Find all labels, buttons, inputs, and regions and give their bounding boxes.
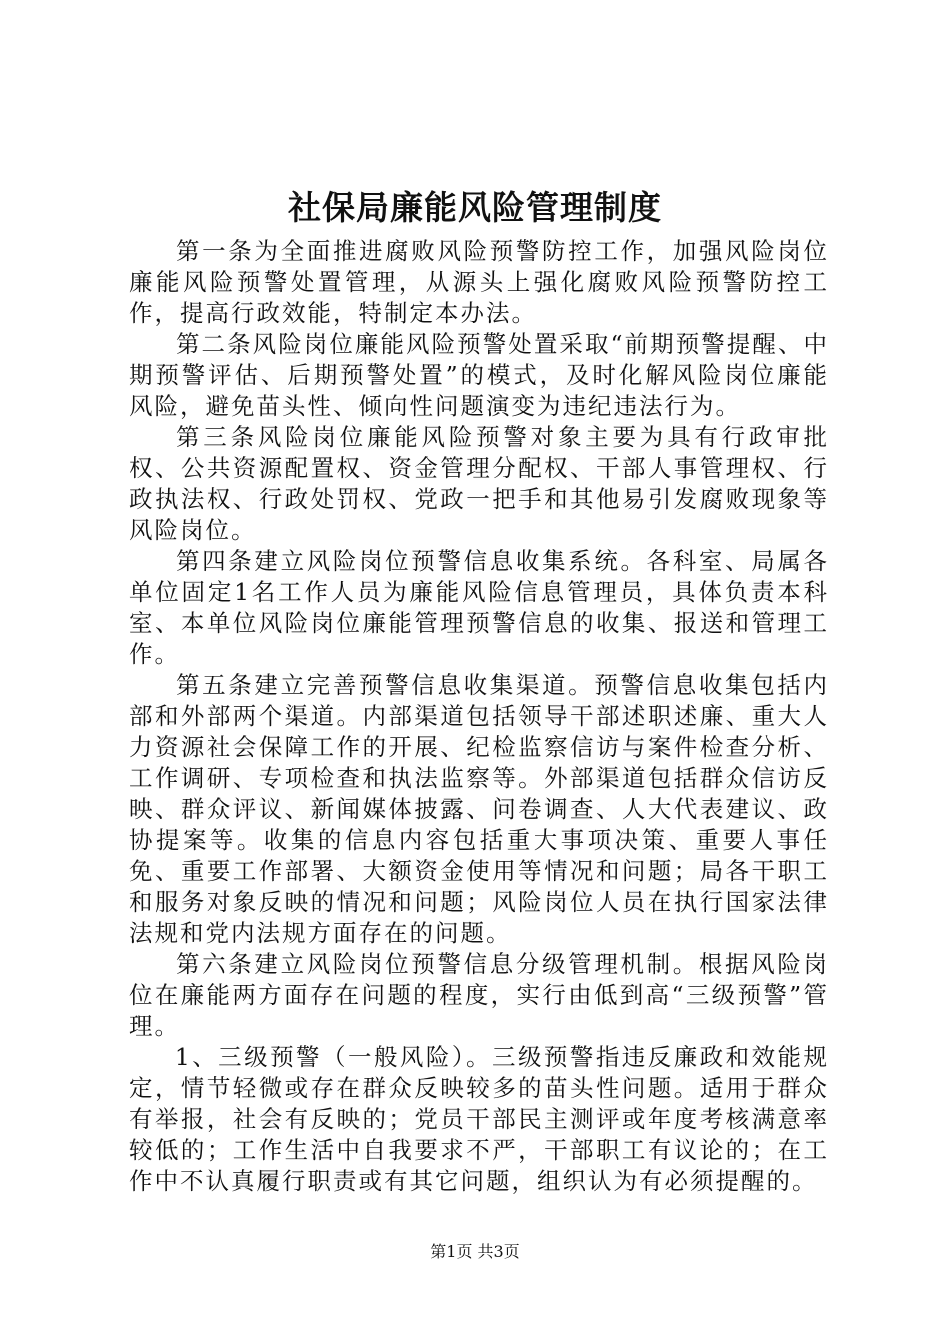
- document-title: 社保局廉能风险管理制度: [288, 188, 662, 227]
- article-4-paragraph: 第四条建立风险岗位预警信息收集系统。各科室、局属各单位固定1名工作人员为廉能风险信息管理员，具体负责本科室、本单位风险岗位廉能管理预警信息的收集、报送和管理工作。: [129, 547, 829, 668]
- article-6-paragraph: 第六条建立风险岗位预警信息分级管理机制。根据风险岗位在廉能两方面存在问题的程度，实行由低到高“三级预警”管理。: [129, 950, 829, 1040]
- article-3-paragraph: 第三条风险岗位廉能风险预警对象主要为具有行政审批权、公共资源配置权、资金管理分配权、干部人事管理权、行政执法权、行政处罚权、党政一把手和其他易引发腐败现象等风险岗位。: [129, 423, 829, 544]
- level-3-warning-paragraph: 1、三级预警（一般风险）。三级预警指违反廉政和效能规定，情节轻微或存在群众反映较多的苗头性问题。适用于群众有举报，社会有反映的；党员干部民主测评或年度考核满意率较低的；工作生活中自我要求不严，干部职工有议论的；在工作中不认真履行职责或有其它问题，组织认为有必须提醒的。: [129, 1043, 829, 1195]
- article-2-paragraph: 第二条风险岗位廉能风险预警处置采取“前期预警提醒、中期预警评估、后期预警处置”的模式，及时化解风险岗位廉能风险，避免苗头性、倾向性问题演变为违纪违法行为。: [129, 330, 829, 420]
- article-1-paragraph: 第一条为全面推进腐败风险预警防控工作，加强风险岗位廉能风险预警处置管理，从源头上强化腐败风险预警防控工作，提高行政效能，特制定本办法。: [129, 237, 829, 327]
- page-footer: 第1页 共3页: [430, 1242, 520, 1261]
- document-body: [129, 236, 829, 1197]
- article-5-paragraph: 第五条建立完善预警信息收集渠道。预警信息收集包括内部和外部两个渠道。内部渠道包括领导干部述职述廉、重大人力资源社会保障工作的开展、纪检监察信访与案件检查分析、工作调研、专项检查和执法监察等。外部渠道包括群众信访反映、群众评议、新闻媒体披露、问卷调查、人大代表建议、政协提案等。收集的信息内容包括重大事项决策、重要人事任免、重要工作部署、大额资金使用等情况和问题；局各干职工和服务对象反映的情况和问题；风险岗位人员在执行国家法律法规和党内法规方面存在的问题。: [129, 671, 829, 947]
